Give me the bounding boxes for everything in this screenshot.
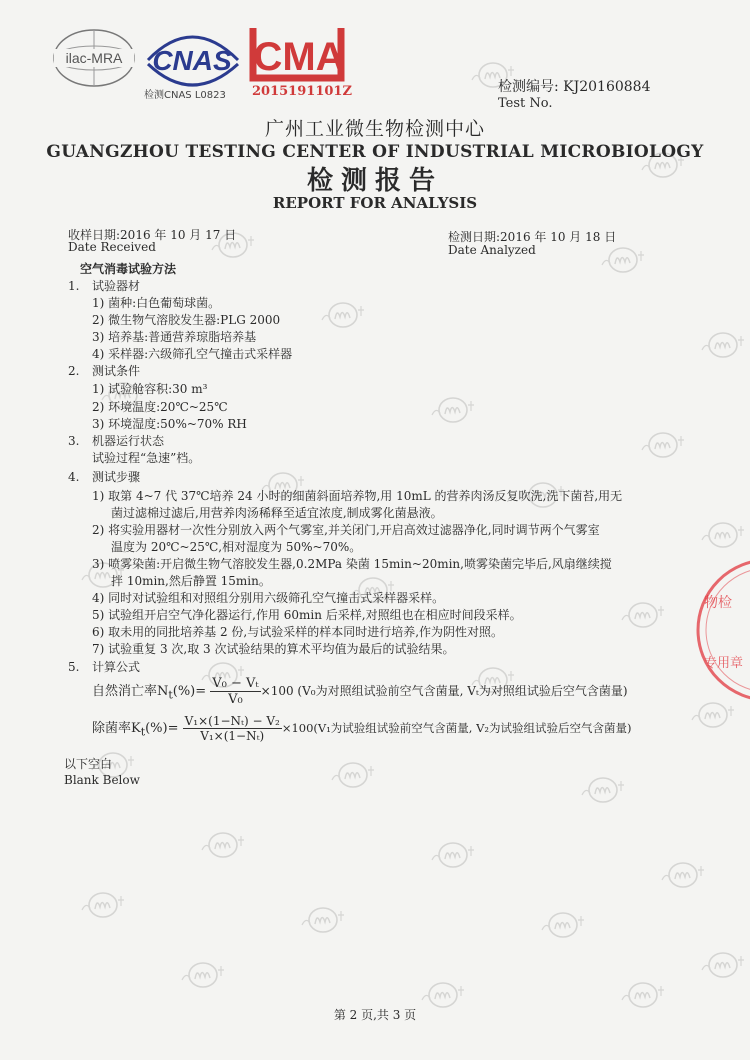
watermark-icon: [580, 775, 626, 805]
blank-below-zh: 以下空白: [64, 757, 113, 771]
watermark-icon: [320, 300, 366, 330]
list-item: 6) 取未用的同批培养基 2 份,与试验采样的样本同时进行培养,作为阴性对照。: [92, 625, 504, 639]
section-title: 测试条件: [92, 364, 141, 378]
list-item: 1) 试验舱容积:30 m³: [92, 382, 208, 396]
formula-natural-decay: [92, 676, 628, 707]
list-item: 5) 试验组开启空气净化器运行,作用 60min 后采样,对照组也在相应时间段采样。: [92, 608, 522, 622]
date-analyzed-en: Date Analyzed: [448, 243, 536, 257]
formula-tail: ×100 (V₀为对照组试验前空气含菌量, Vₜ为对照组试验后空气含菌量): [260, 684, 628, 698]
formula-lhs: 除菌率K: [92, 721, 141, 736]
list-item: 2) 环境温度:20℃~25℃: [92, 400, 228, 414]
list-item: 试验过程“急速”档。: [92, 451, 201, 465]
ilac-mra-logo: [48, 22, 140, 94]
formula-subscript: t: [168, 688, 173, 702]
list-item: 2) 微生物气溶胶发生器:PLG 2000: [92, 313, 281, 327]
watermark-icon: [700, 520, 746, 550]
watermark-icon: [600, 245, 646, 275]
section-number: 5.: [68, 660, 80, 674]
list-item: 3) 喷雾染菌:开启微生物气溶胶发生器,0.2MPa 染菌 15min~20min,喷雾染菌完毕后,风扇继续搅: [92, 557, 612, 571]
cnas-accreditation-code: 检测CNAS L0823: [144, 90, 226, 101]
section-title: 计算公式: [92, 660, 141, 674]
list-item: 7) 试验重复 3 次,取 3 次试验结果的算术平均值为最后的试验结果。: [92, 642, 455, 656]
section-title: 测试步骤: [92, 470, 141, 484]
report-title-zh: 检测报告: [306, 166, 443, 196]
watermark-icon: [180, 960, 226, 990]
watermark-icon: [300, 905, 346, 935]
cnas-logo-text: CNAS: [152, 45, 232, 76]
formula-denominator: V₁×(1−Nₜ): [200, 729, 265, 743]
formula-removal-rate: [92, 714, 632, 743]
watermark-icon: [660, 860, 706, 890]
list-item: 4) 采样器:六级筛孔空气撞击式采样器: [92, 347, 293, 361]
formula-denominator: V₀: [228, 692, 243, 707]
watermark-icon: [330, 760, 376, 790]
formula-lhs: 自然消亡率N: [92, 684, 169, 699]
svg-text:物检: 物检: [704, 595, 732, 611]
list-item: 拌 10min,然后静置 15min。: [111, 574, 271, 588]
watermark-icon: [540, 910, 586, 940]
blank-below-en: Blank Below: [64, 773, 140, 787]
section-title: 试验器材: [92, 279, 141, 293]
page-footer: 第 2 页,共 3 页: [333, 1008, 417, 1022]
formula-tail: ×100(V₁为试验组试验前空气含菌量, V₂为试验组试验后空气含菌量): [281, 721, 632, 735]
watermark-icon: [700, 950, 746, 980]
report-number-label: 检测编号:: [498, 79, 559, 95]
date-analyzed: 检测日期:2016 年 10 月 18 日: [448, 230, 617, 244]
section-number: 2.: [68, 364, 80, 378]
list-item: 1) 菌种:白色葡萄球菌。: [92, 296, 221, 310]
formula-numerator: V₀ − Vₜ: [212, 676, 259, 691]
official-seal-stamp: [690, 555, 750, 705]
formula-fraction: [183, 714, 282, 743]
cma-certificate-code: 2015191101Z: [252, 84, 352, 99]
date-received-en: Date Received: [68, 240, 156, 254]
watermark-icon: [620, 600, 666, 630]
section-number: 3.: [68, 434, 80, 448]
watermark-icon: [700, 330, 746, 360]
list-item: 2) 将实验用器材一次性分别放入两个气雾室,并关闭门,开启高效过滤器净化,同时调节两个气雾室: [92, 523, 600, 537]
cma-logo-text: CMA: [253, 35, 345, 79]
watermark-icon: [640, 430, 686, 460]
report-number-value: KJ20160884: [563, 79, 651, 95]
section-title: 机器运行状态: [92, 434, 165, 448]
method-title: 空气消毒试验方法: [80, 262, 177, 276]
date-received: 收样日期:2016 年 10 月 17 日: [68, 228, 237, 242]
ilac-logo-text: ilac-MRA: [65, 50, 123, 66]
formula-pct: (%)=: [145, 721, 179, 736]
report-title-en: REPORT FOR ANALYSIS: [272, 194, 478, 212]
svg-text:专用章: 专用章: [704, 656, 744, 671]
list-item: 3) 环境湿度:50%~70% RH: [92, 417, 247, 431]
formula-numerator: V₁×(1−Nₜ) − V₂: [184, 714, 280, 728]
list-item: 1) 取第 4~7 代 37℃培养 24 小时的细菌斜面培养物,用 10mL 的营养肉汤反复吹洗,洗下菌苔,用无: [92, 489, 623, 503]
list-item: 温度为 20℃~25℃,相对湿度为 50%~70%。: [111, 540, 362, 554]
formula-subscript: t: [140, 725, 146, 739]
watermark-icon: [200, 830, 246, 860]
list-item: 菌过滤棉过滤后,用营养肉汤稀释至适宜浓度,制成雾化菌悬液。: [111, 506, 443, 520]
watermark-icon: [430, 395, 476, 425]
formula-fraction: [210, 676, 260, 707]
watermark-icon: [430, 840, 476, 870]
formula-pct: (%)=: [172, 684, 207, 699]
section-number: 1.: [68, 279, 80, 293]
org-title-zh: 广州工业微生物检测中心: [264, 118, 485, 140]
watermark-icon: [80, 890, 126, 920]
list-item: 3) 培养基:普通营养琼脂培养基: [92, 330, 257, 344]
list-item: 4) 同时对试验组和对照组分别用六级筛孔空气撞击式采样器采样。: [92, 591, 445, 605]
org-title-en: GUANGZHOU TESTING CENTER OF INDUSTRIAL MICROBIOLOGY: [46, 142, 704, 162]
report-number-label-en: Test No.: [498, 96, 553, 111]
report-number: [498, 76, 651, 96]
section-number: 4.: [68, 470, 80, 484]
